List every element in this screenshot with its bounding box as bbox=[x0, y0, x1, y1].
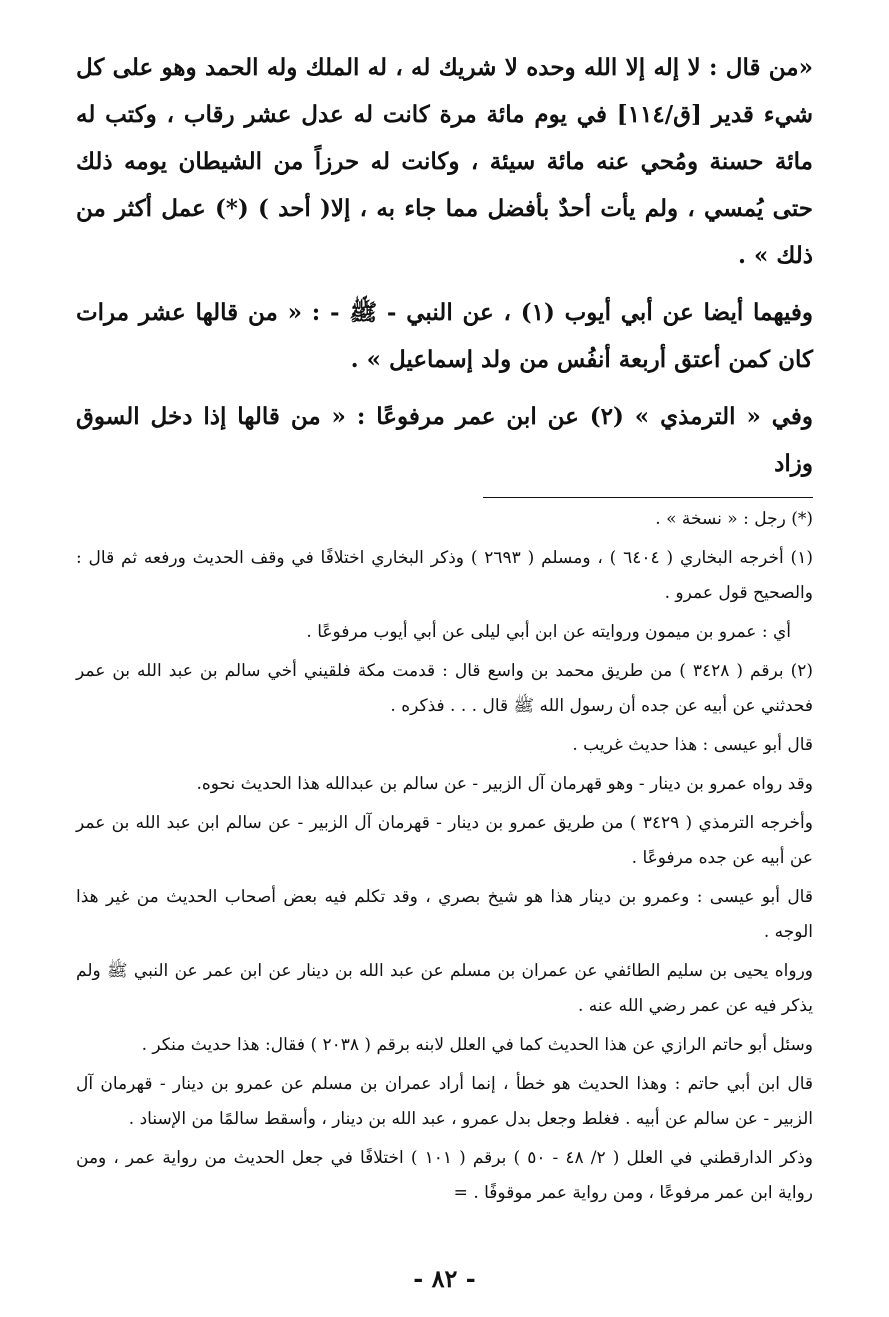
footnote-2-para-1: قال أبو عيسى : هذا حديث غريب . bbox=[572, 735, 813, 755]
footnote-star: (*) رجل : « نسخة » . bbox=[655, 509, 813, 529]
footnote-divider bbox=[483, 497, 813, 498]
main-paragraph-2: وفيهما أيضا عن أبي أيوب (١) ، عن النبي - ﷺ - : « من قالها عشر مرات كان كمن أعتق أربعة أنفُس من ولد إسماعيل » . bbox=[76, 299, 813, 373]
footnote-2-para-2: وقد رواه عمرو بن دينار - وهو قهرمان آل الزبير - عن سالم بن عبدالله هذا الحديث نحوه. bbox=[196, 774, 813, 794]
main-text bbox=[76, 44, 813, 487]
footnote-2-para-8: وذكر الدارقطني في العلل ( ٢/ ٤٨ - ٥٠ ) برقم ( ١٠١ ) اختلافًا في جعل الحديث من رواية عمر ، ومن رواية ابن عمر مرفوعًا ، ومن رواية عمر موقوفًا . = bbox=[76, 1148, 813, 1203]
footnote-2-para-4: قال أبو عيسى : وعمرو بن دينار هذا هو شيخ بصري ، وقد تكلم فيه بعض أصحاب الحديث من غير هذا الوجه . bbox=[76, 887, 813, 942]
footnote-2-para-3: وأخرجه الترمذي ( ٣٤٢٩ ) من طريق عمرو بن دينار - قهرمان آل الزبير - عن سالم ابن عبد الله بن عمر عن أبيه عن جده مرفوعًا . bbox=[76, 813, 813, 868]
footnotes bbox=[76, 502, 813, 1211]
footnote-1-note: أي : عمرو بن ميمون وروايته عن ابن أبي ليلى عن أبي أيوب مرفوعًا . bbox=[306, 622, 791, 642]
footnote-2-para-6: وسئل أبو حاتم الرازي عن هذا الحديث كما في العلل لابنه برقم ( ٢٠٣٨ ) فقال: هذا حديث منكر . bbox=[141, 1035, 813, 1055]
page-number: - ٨٢ - bbox=[413, 1264, 476, 1293]
footnote-1: (١) أخرجه البخاري ( ٦٤٠٤ ) ، ومسلم ( ٢٦٩٣ ) وذكر البخاري اختلافًا في وقف الحديث ورفعه ثم قال : والصحيح قول عمرو . bbox=[76, 548, 813, 603]
footnote-2: (٢) برقم ( ٣٤٢٨ ) من طريق محمد بن واسع قال : قدمت مكة فلقيني أخي سالم بن عبد الله بن عمر فحدثني عن أبيه عن جده أن رسول الله ﷺ قال . . . فذكره . bbox=[76, 661, 813, 716]
main-paragraph-1: «من قال : لا إله إلا الله وحده لا شريك له ، له الملك وله الحمد وهو على كل شيء قدير [ق/١١٤] في يوم مائة مرة كانت له عدل عشر رقاب ، وكتب له مائة حسنة ومُحي عنه مائة سيئة ، وكانت له حرزاً من الشيطان يومه ذلك حتى يُمسي ، ولم يأت أحدٌ بأفضل مما جاء به ، إلا( أحد ) (*) عمل أكثر من ذلك » . bbox=[76, 54, 814, 269]
footnote-2-para-7: قال ابن أبي حاتم : وهذا الحديث هو خطأ ، إنما أراد عمران بن مسلم عن عمرو بن دينار - قهرمان آل الزبير - عن سالم عن أبيه . فغلط وجعل بدل عمرو ، عبد الله بن دينار ، وأسقط سالمًا من الإسناد . bbox=[76, 1074, 814, 1129]
footnote-2-para-5: ورواه يحيى بن سليم الطائفي عن عمران بن مسلم عن عبد الله بن دينار عن ابن عمر عن النبي ﷺ ولم يذكر فيه عن عمر رضي الله عنه . bbox=[76, 961, 813, 1016]
main-paragraph-3: وفي « الترمذي » (٢) عن ابن عمر مرفوعًا : « من قالها إذا دخل السوق وزاد bbox=[76, 403, 813, 477]
